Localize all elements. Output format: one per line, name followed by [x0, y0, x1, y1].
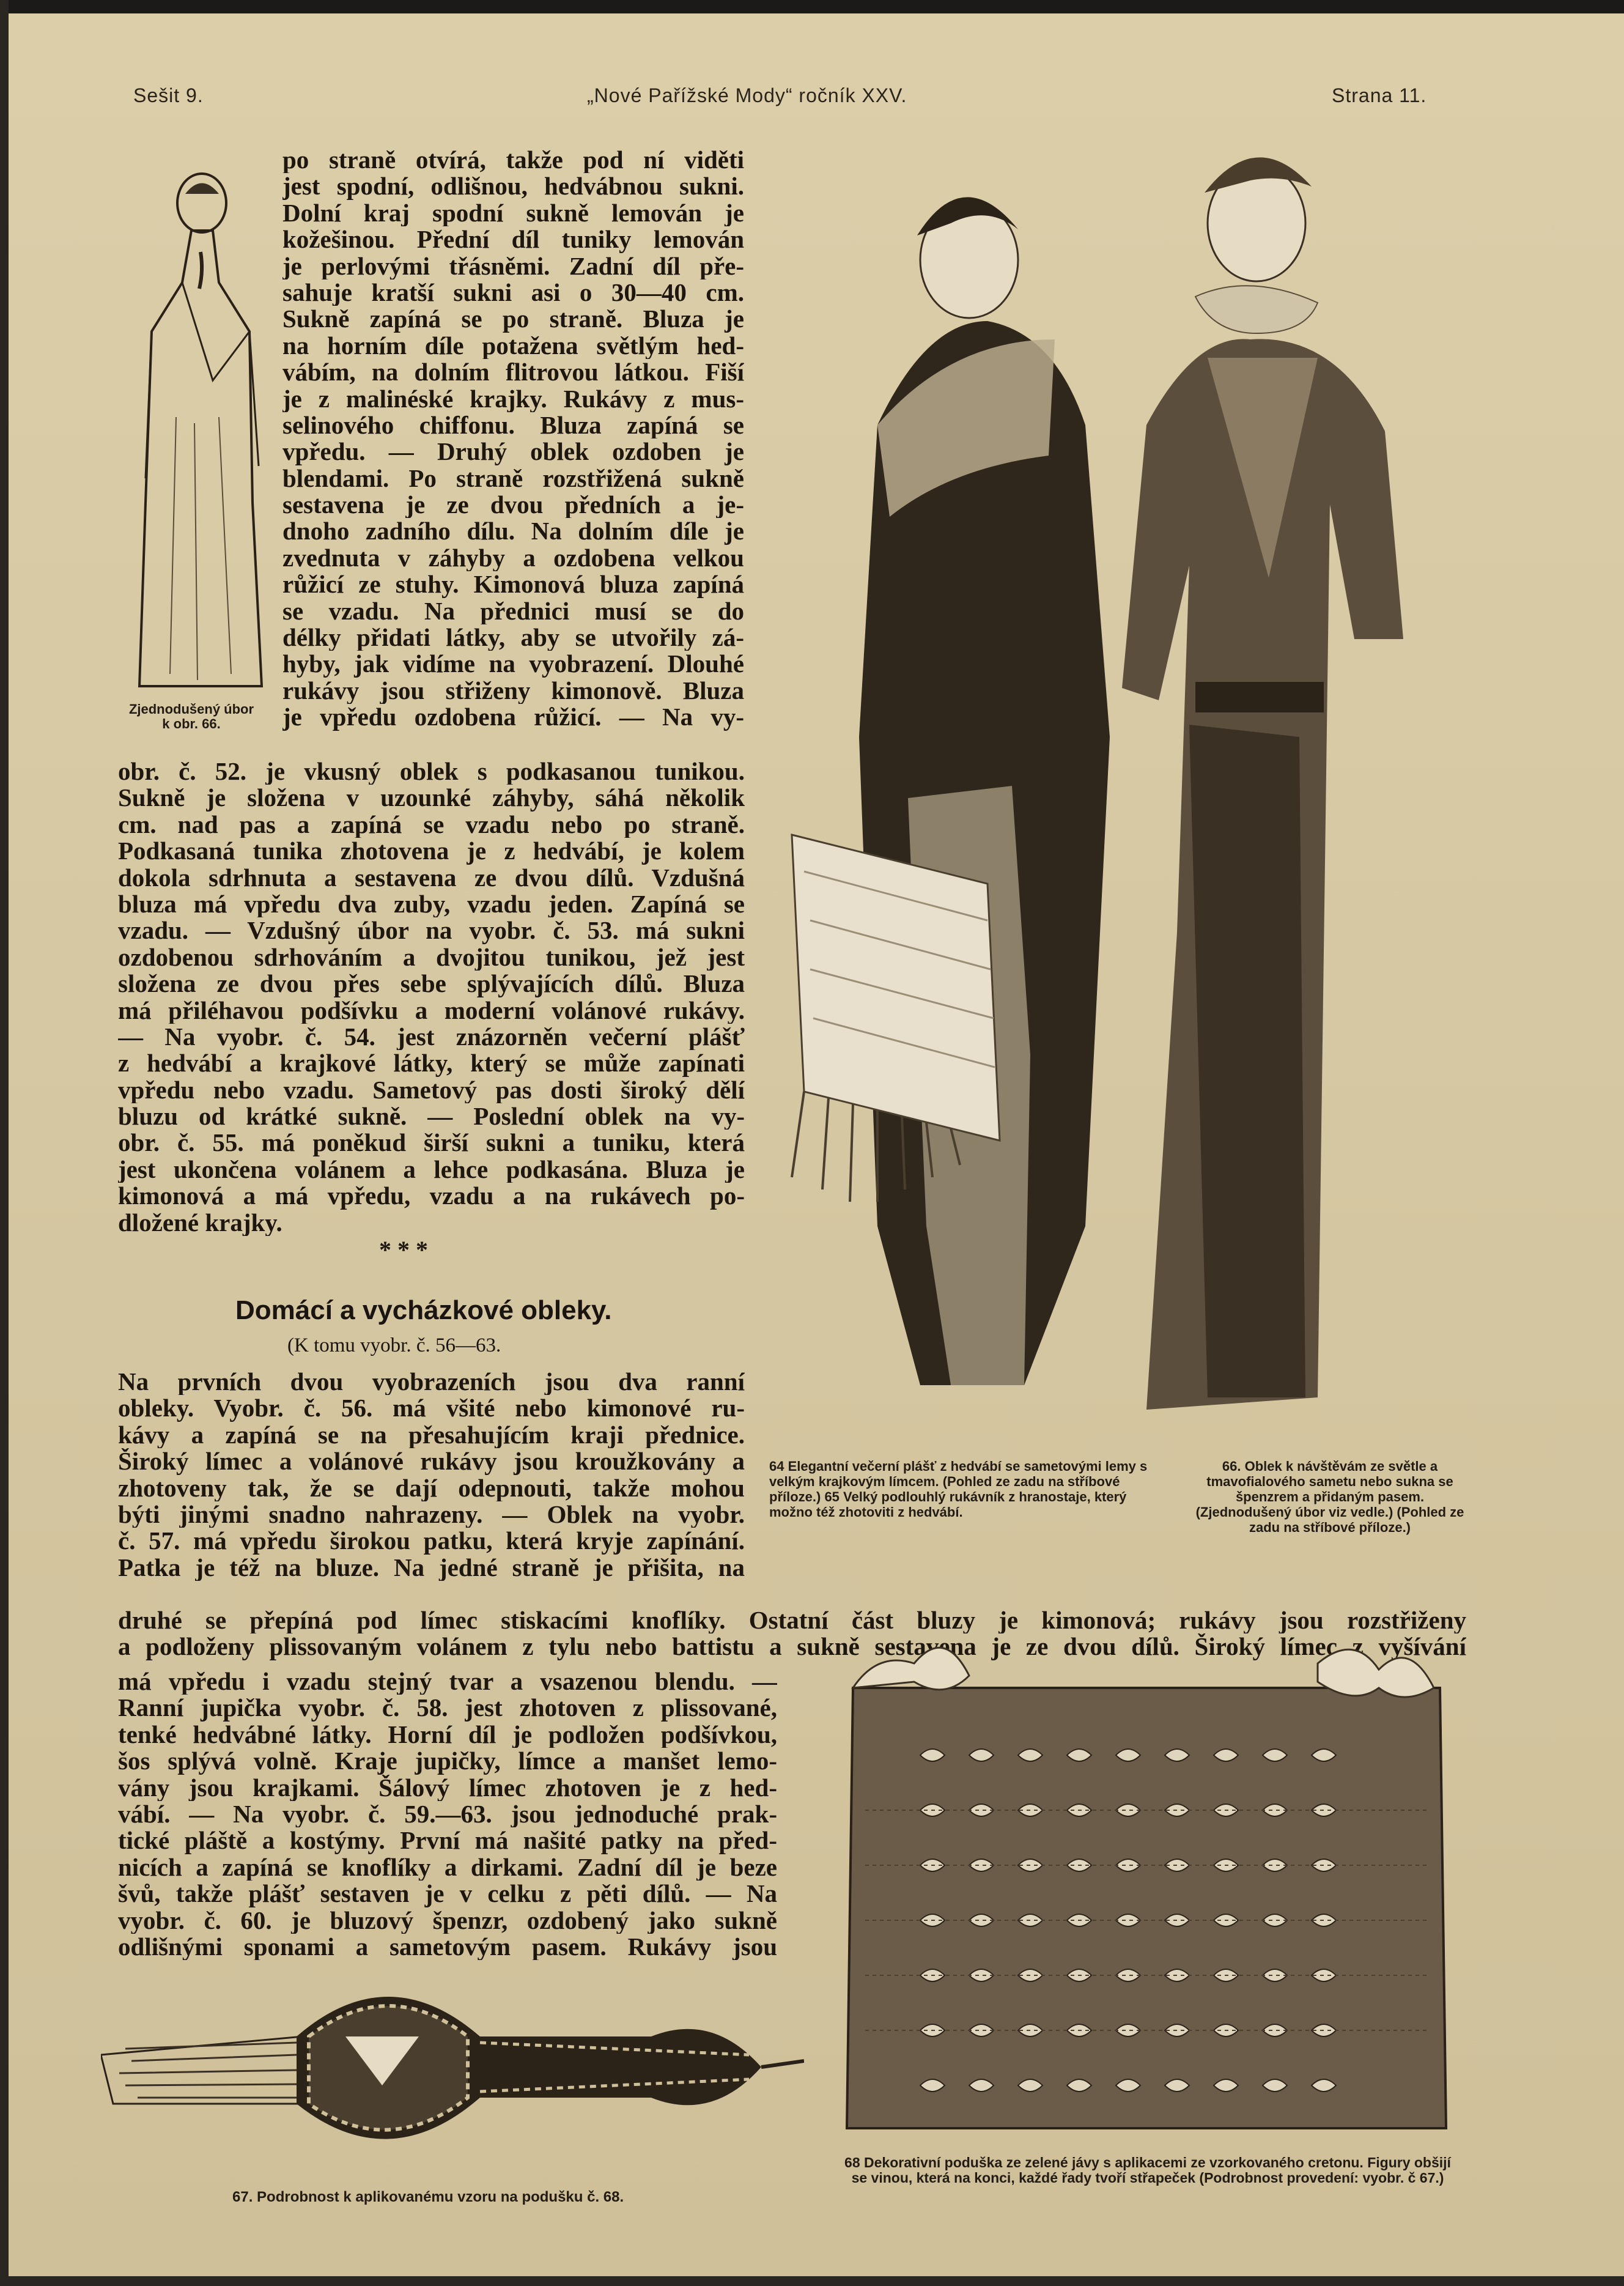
text-line: vzadu. — Vzdušný úbor na vyobr. č. 53. má sukni — [118, 917, 745, 944]
text-line: Sukně zapíná se po straně. Bluza je — [282, 306, 744, 333]
text-line: je perlovými třásněmi. Zadní díl pře- — [282, 253, 744, 279]
text-line: délky přidati látky, aby se utvořily zá- — [282, 624, 744, 651]
fashion-plate-illustration — [767, 138, 1483, 1446]
caption-fig-67: 67. Podrobnost k aplikovanému vzoru na podušku č. 68. — [232, 2189, 624, 2205]
text-line: obr. č. 52. je vkusný oblek s podkasanou tunikou. — [118, 758, 745, 785]
text-line: č. 57. má vpředu širokou patku, která kryje zapínání. — [118, 1528, 745, 1555]
text-line: je vpředu ozdobena růžicí. — Na vy- — [282, 704, 744, 731]
scan-top-edge — [0, 0, 1624, 13]
caption-fig-68: 68 Dekorativní poduška ze zelené jávy s aplikacemi ze vzorkovaného cretonu. Figury obšijí se vinou, která na konci, každé řady tvoří střapeček (Podrobnost provedení: vyobr. č 67.) — [844, 2155, 1451, 2186]
cushion-illustration — [829, 1627, 1464, 2147]
section-divider-stars: * * * — [379, 1236, 428, 1263]
text-line: jest spodní, odlišnou, hedvábnou sukni. — [282, 173, 744, 200]
text-line: kožešinou. Přední díl tuniky lemován — [282, 226, 744, 253]
scan-bottom-edge — [0, 2276, 1624, 2286]
text-line: vábím, na dolním flitrovou látkou. Fiší — [282, 359, 744, 386]
text-line: Podkasaná tunika zhotovena je z hedvábí, je kolem — [118, 838, 745, 865]
text-line: Široký límec a volánové rukávy jsou kroužkovány a — [118, 1448, 745, 1475]
text-line: růžicí ze stuhy. Kimonová bluza zapíná — [282, 571, 744, 598]
text-line: má přiléhavou podšívku a moderní volánové rukávy. — [118, 997, 745, 1024]
caption-small-figure: Zjednodušený úbor k obr. 66. — [128, 701, 254, 731]
text-line: blendami. Po straně rozstřižená sukně — [282, 465, 744, 492]
applique-detail-illustration — [101, 1963, 804, 2183]
text-line: švů, takže plášť sestaven je v celku z pěti dílů. — Na — [118, 1881, 777, 1907]
text-line: Na prvních dvou vyobrazeních jsou dva ranní — [118, 1369, 745, 1396]
text-line: Dolní kraj spodní sukně lemován je — [282, 199, 744, 227]
text-line: vyobr. č. 60. je bluzový špenzr, ozdobený jako sukně — [118, 1907, 777, 1934]
text-line: a podloženy plissovaným volánem z tylu nebo battistu a sukně sestavena je ze dvou dílů. Široký límec z vyšívání — [118, 1633, 1466, 1660]
header-issue: Sešit 9. — [133, 84, 204, 106]
text-line: Patka je též na bluze. Na jedné straně je přišita, na — [118, 1554, 745, 1581]
text-line: Ranní jupička vyobr. č. 58. jest zhotoven z plissované, — [118, 1695, 777, 1722]
section-heading: Domácí a vycházkové obleky. — [235, 1295, 612, 1325]
section-subheading: (K tomu vyobr. č. 56—63. — [287, 1334, 501, 1356]
small-figure-illustration — [127, 160, 274, 698]
text-line: bluzu od krátké sukně. — Poslední oblek na vy- — [118, 1103, 745, 1130]
text-line: z hedvábí a krajkové látky, který se může zapínati — [118, 1050, 745, 1077]
text-line: jest ukončena volánem a lehce podkasána. Bluza je — [118, 1156, 745, 1183]
text-line: druhé se přepíná pod límec stiskacími knoflíky. Ostatní část bluzy je kimonová; rukávy jsou rozstřiženy — [118, 1607, 1466, 1634]
text-line: vány jsou krajkami. Šálový límec zhotoven je z hed- — [118, 1774, 777, 1801]
text-line: hyby, jak vidíme na vyobrazení. Dlouhé — [282, 651, 744, 678]
text-line: vábí. — Na vyobr. č. 59.—63. jsou jednoduché prak- — [118, 1800, 777, 1828]
text-line: tické pláště a kostýmy. První má našité patky na před- — [118, 1827, 777, 1854]
text-line: zhotoveny tak, že se dají odepnouti, takže mohou — [118, 1474, 745, 1501]
text-line: — Na vyobr. č. 54. jest znázorněn večerní plášť — [118, 1023, 745, 1051]
caption-fig-64-65: 64 Elegantní večerní plášť z hedvábí se sametovými lemy s velkým krajkovým límcem. (Pohled ze zadu na stříbové příloze.) 65 Velký podlouhlý rukávník z hranostaje, který možno též zhotoviti z hedvábí. — [769, 1459, 1148, 1520]
text-line: býti jinými snadno nahrazeny. — Oblek na vyobr. — [118, 1501, 745, 1528]
text-line: cm. nad pas a zapíná se vzadu nebo po straně. — [118, 811, 745, 838]
text-line: obleky. Vyobr. č. 56. má všité nebo kimonové ru- — [118, 1395, 745, 1422]
text-line: selinového chiffonu. Bluza zapíná se — [282, 412, 744, 439]
text-line: odlišnými sponami a sametovým pasem. Rukávy jsou — [118, 1933, 777, 1961]
text-line: Sukně je složena v uzounké záhyby, sáhá několik — [118, 785, 745, 812]
text-line: po straně otvírá, takže pod ní viděti — [282, 147, 744, 174]
scan-left-edge — [0, 0, 9, 2286]
text-line: tenké hedvábné látky. Horní díl je podložen podšívkou, — [118, 1721, 777, 1748]
text-line: se vzadu. Na přednici musí se do — [282, 597, 744, 625]
text-line: vpředu nebo vzadu. Sametový pas dosti široký dělí — [118, 1076, 745, 1104]
text-line: dokola sdrhnuta a sestavena ze dvou dílů. Vzdušná — [118, 864, 745, 891]
text-line: na horním díle potažena světlým hed- — [282, 332, 744, 360]
header-page-number: Strana 11. — [1332, 84, 1427, 106]
text-line: má vpředu i vzadu stejný tvar a vsazenou blendu. — — [118, 1668, 777, 1695]
article-column-1 — [282, 147, 744, 731]
header-title: „Nové Pařížské Mody“ ročník XXV. — [587, 84, 907, 106]
text-line: ozdobenou sdrhováním a dvojitou tunikou, jež jest — [118, 944, 745, 971]
text-line: je z malinéské krajky. Rukávy z mus- — [282, 385, 744, 412]
text-line: dnoho zadního dílu. Na dolním díle je — [282, 518, 744, 545]
text-line: sestavena je ze dvou předních a je- — [282, 492, 744, 519]
text-line: bluza má vpředu dva zuby, vzadu jeden. Zapíná se — [118, 890, 745, 918]
text-line: obr. č. 55. má poněkud širší sukni a tuniku, která — [118, 1130, 745, 1156]
text-line: nicích a zapíná se knoflíky a dirkami. Zadní díl je beze — [118, 1854, 777, 1881]
text-line: rukávy jsou střiženy kimonově. Bluza — [282, 677, 744, 705]
article-column-4 — [118, 1668, 777, 1960]
caption-fig-66: 66. Oblek k návštěvám ze světle a tmavofialového sametu nebo sukna se špenzrem a přidaným pasem. (Zjednodušený úbor viz vedle.) (Pohled ze zadu na stříbové příloze.) — [1195, 1459, 1464, 1535]
text-line: vpředu. — Druhý oblek ozdoben je — [282, 438, 744, 465]
text-line: kávy a zapíná se na přesahujícím kraji přednice. — [118, 1421, 745, 1449]
text-line: dložené krajky. — [118, 1209, 282, 1237]
text-line: zvednuta v záhyby a ozdobena velkou — [282, 544, 744, 572]
text-line: šos splývá volně. Kraje jupičky, límce a manšet lemo- — [118, 1748, 777, 1775]
article-column-3 — [118, 1369, 745, 1581]
text-line: složena ze dvou přes sebe splývajících dílů. Bluza — [118, 971, 745, 997]
text-line: sahuje kratší sukni asi o 30—40 cm. — [282, 279, 744, 306]
text-line: kimonová a má vpředu, vzadu a na rukávech po- — [118, 1183, 745, 1210]
article-column-2 — [118, 758, 745, 1236]
